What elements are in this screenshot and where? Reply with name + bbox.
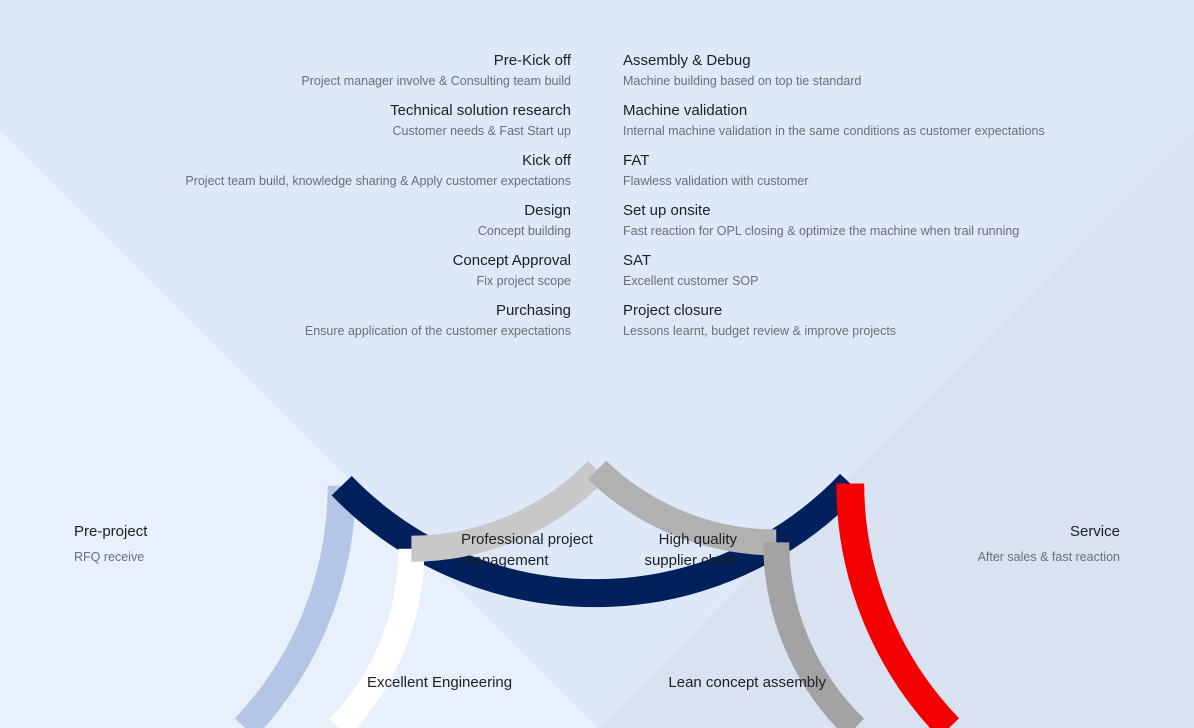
step-desc: Fix project scope — [476, 274, 571, 288]
label-line: supplier chain — [644, 552, 737, 569]
pre-project-title: Pre-project — [74, 523, 148, 540]
label-line: High quality — [658, 531, 737, 548]
step-title: Kick off — [522, 152, 571, 169]
step-desc: Project manager involve & Consulting team build — [301, 74, 571, 88]
lean-concept-assembly-label: Lean concept assembly — [668, 674, 826, 691]
step-design — [185, 201, 571, 251]
step-title: FAT — [623, 152, 650, 169]
step-desc: Machine building based on top tie standard — [623, 74, 862, 88]
step-desc: Concept building — [477, 224, 571, 238]
step-pre-kick-off — [185, 51, 571, 101]
step-desc: Flawless validation with customer — [623, 174, 809, 188]
step-title: Design — [524, 202, 571, 219]
supplier-chain-label — [644, 529, 737, 571]
step-concept-approval — [185, 251, 571, 301]
step-fat — [623, 151, 1045, 201]
step-machine-validation — [623, 101, 1045, 151]
step-title: Project closure — [623, 302, 723, 319]
service-desc: After sales & fast reaction — [977, 550, 1120, 564]
step-desc: Project team build, knowledge sharing & Apply customer expectations — [185, 174, 571, 188]
step-project-closure — [623, 301, 1045, 351]
pre-project-desc: RFQ receive — [74, 550, 145, 564]
step-title: Assembly & Debug — [623, 52, 751, 69]
step-purchasing — [185, 301, 571, 351]
step-title: Concept Approval — [452, 252, 571, 269]
step-desc: Ensure application of the customer expectations — [304, 324, 571, 338]
step-title: Purchasing — [495, 302, 571, 319]
step-set-up-onsite — [623, 201, 1045, 251]
pre-project-block — [74, 520, 147, 570]
step-title: Pre-Kick off — [493, 52, 571, 69]
professional-project-management-label — [461, 529, 593, 571]
step-desc: Internal machine validation in the same conditions as customer expectations — [623, 124, 1045, 138]
step-assembly-debug — [623, 51, 1045, 101]
step-title: Set up onsite — [623, 202, 711, 219]
project-steps-left — [185, 51, 571, 351]
excellent-engineering-label: Excellent Engineering — [367, 674, 513, 691]
service-block — [978, 520, 1120, 570]
label-line: Professional project — [461, 531, 593, 548]
step-desc: Customer needs & Fast Start up — [392, 124, 571, 138]
project-steps-right — [623, 51, 1045, 351]
step-sat — [623, 251, 1045, 301]
service-title: Service — [1069, 523, 1120, 540]
step-title: SAT — [623, 252, 652, 269]
step-desc: Excellent customer SOP — [623, 274, 759, 288]
label-line: management — [461, 552, 549, 569]
step-title: Technical solution research — [390, 102, 571, 119]
step-desc: Fast reaction for OPL closing & optimize the machine when trail running — [623, 224, 1020, 238]
step-technical-solution-research — [185, 101, 571, 151]
step-desc: Lessons learnt, budget review & improve projects — [623, 324, 897, 338]
step-kick-off — [185, 151, 571, 201]
step-title: Machine validation — [623, 102, 748, 119]
